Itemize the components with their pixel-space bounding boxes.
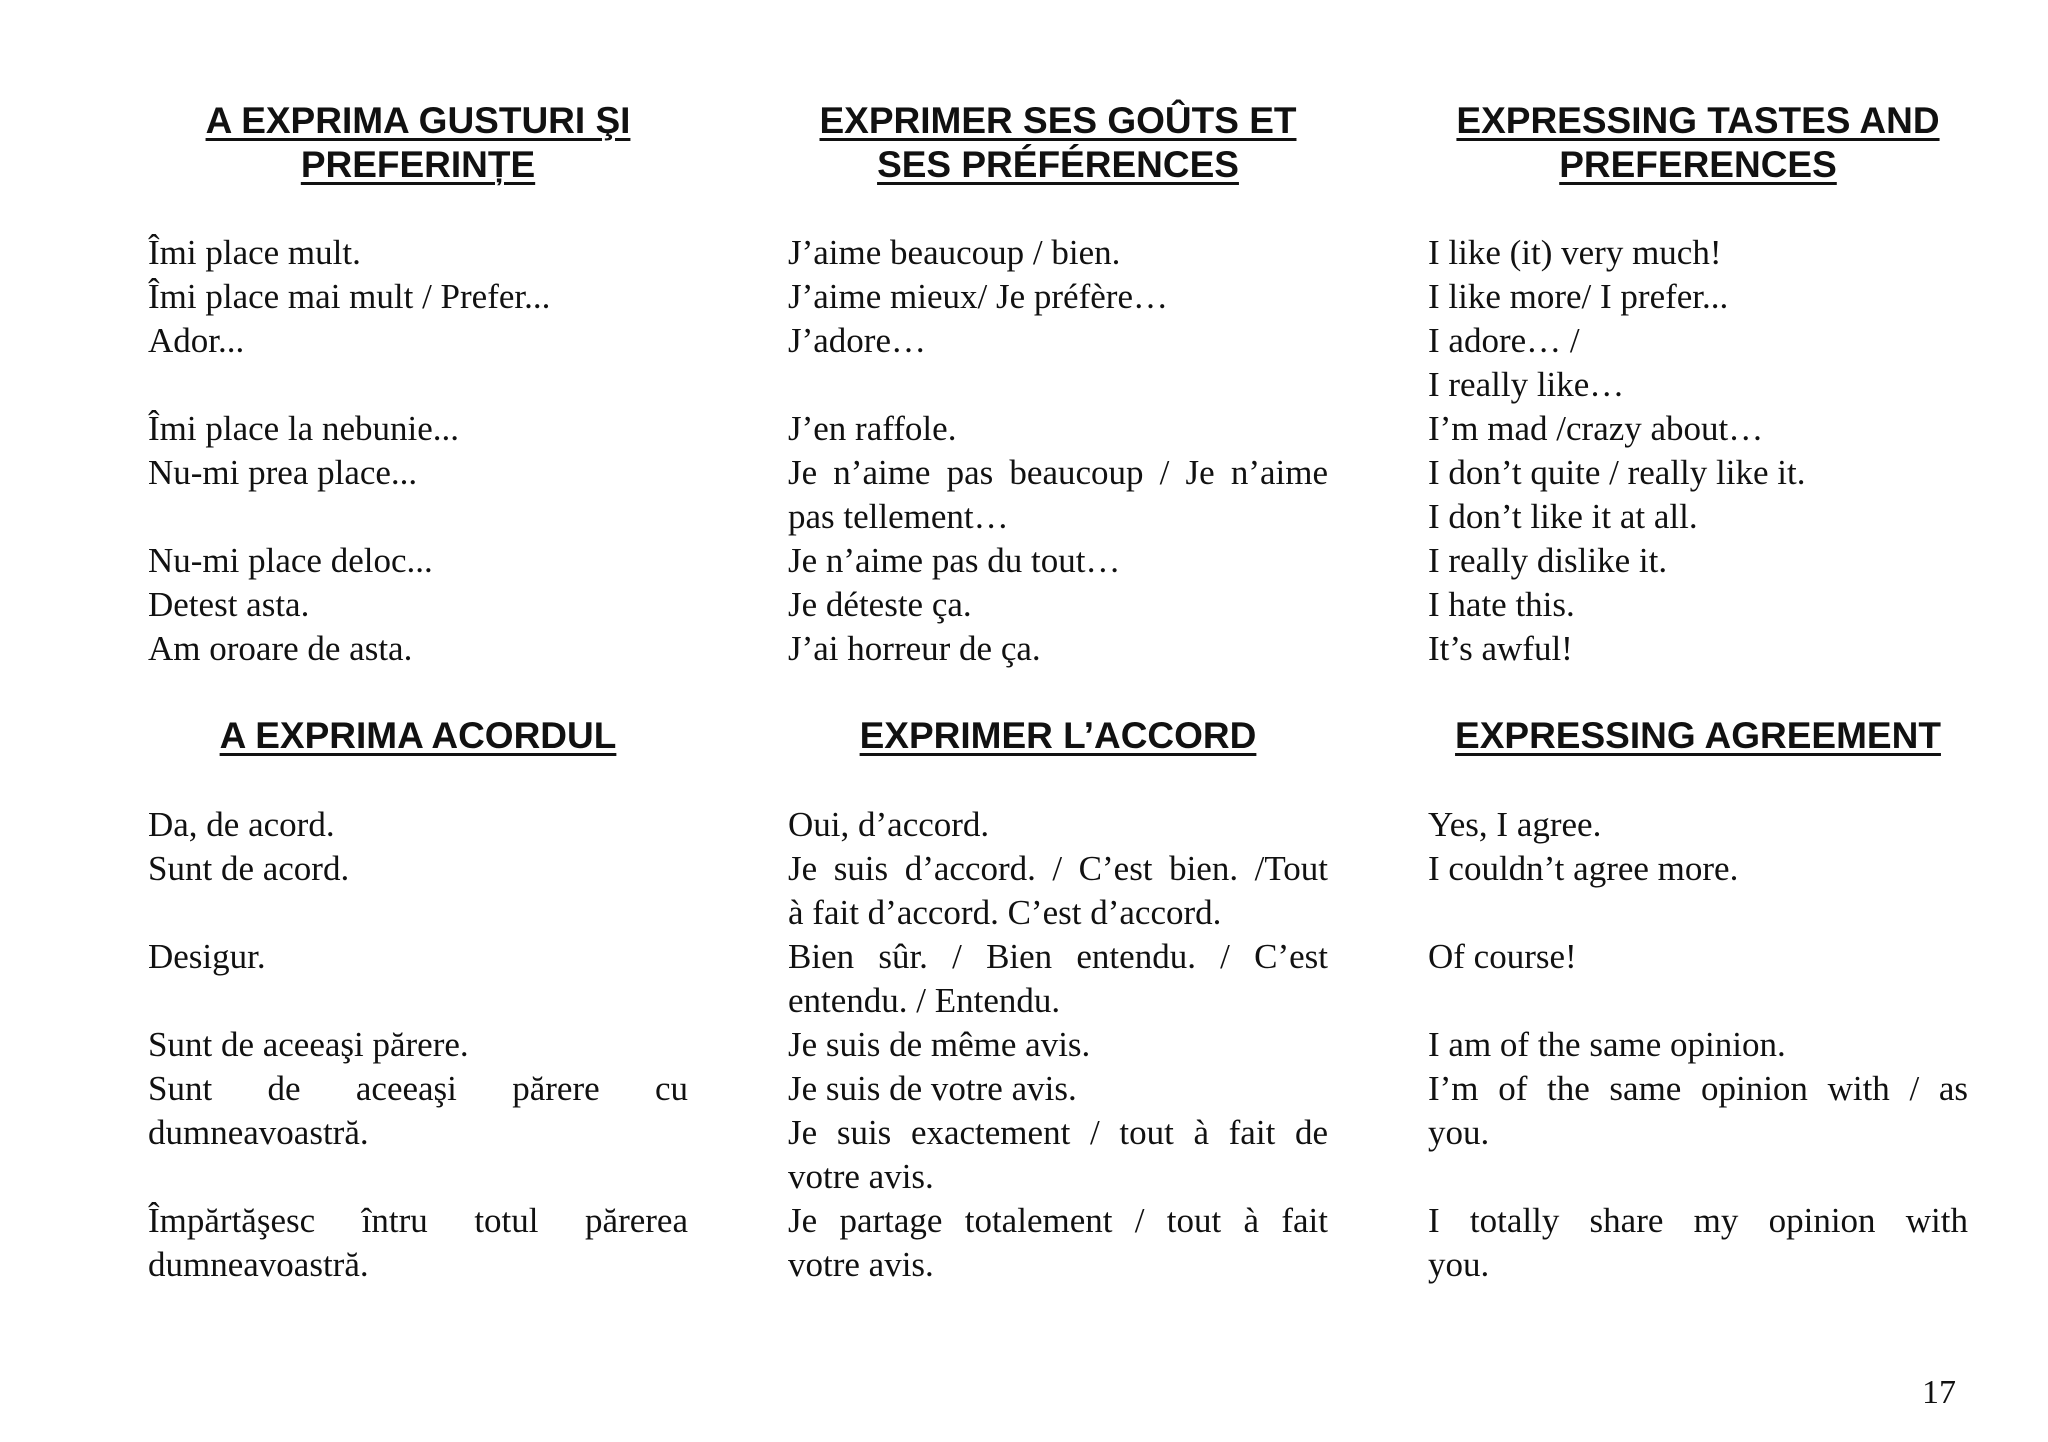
phrase-line: Desigur. [148, 937, 266, 976]
phrase-line: I hate this. [1428, 585, 1575, 624]
phrase-line: Nu-mi place deloc... [148, 541, 433, 580]
phrase-line: Oui, d’accord. [788, 805, 990, 844]
phrase-line: J’aime beaucoup / bien. [788, 233, 1121, 272]
phrase-line: Îmi place mai mult / Prefer... [148, 277, 551, 316]
phrase-line: you. [1428, 1245, 1490, 1284]
phrase-line: Da, de acord. [148, 805, 335, 844]
phrase-line: dumneavoastră. [148, 1113, 369, 1152]
phrase-line: J’adore… [788, 321, 927, 360]
phrase-line: dumneavoastră. [148, 1245, 369, 1284]
phrase-line: Je partage totalement / tout à fait [788, 1201, 1328, 1240]
section-heading-tastes: EXPRIMER SES GOÛTS ET SES PRÉFÉRENCES [819, 100, 1297, 185]
phrase-line: Detest asta. [148, 585, 310, 624]
phrase-line: I like more/ I prefer... [1428, 277, 1729, 316]
phrase-line: It’s awful! [1428, 629, 1573, 668]
phrase-line: Îmi place mult. [148, 233, 361, 272]
phrase-line: Je suis de votre avis. [788, 1069, 1077, 1108]
phrase-line: Je n’aime pas du tout… [788, 541, 1121, 580]
phrase-line: I am of the same opinion. [1428, 1025, 1786, 1064]
phrase-line: J’en raffole. [788, 409, 957, 448]
phrase-line: Ador... [148, 321, 245, 360]
phrase-line: Je n’aime pas beaucoup / Je n’aime [788, 453, 1328, 492]
phrase-line: Je suis de même avis. [788, 1025, 1091, 1064]
phrase-line: I adore… / [1428, 321, 1580, 360]
phrase-line: Sunt de aceeaşi părere. [148, 1025, 469, 1064]
phrase-line: Sunt de acord. [148, 849, 350, 888]
phrase-line: Of course! [1428, 937, 1577, 976]
phrase-line: votre avis. [788, 1157, 934, 1196]
phrase-line: Yes, I agree. [1428, 805, 1602, 844]
phrase-line: pas tellement… [788, 497, 1009, 536]
phrase-line: I’m of the same opinion with / as [1428, 1069, 1968, 1108]
phrase-line: J’aime mieux/ Je préfère… [788, 277, 1168, 316]
phrase-line: Nu-mi prea place... [148, 453, 418, 492]
section-heading-agreement: EXPRESSING AGREEMENT [1455, 715, 1941, 756]
phrase-line: I don’t quite / really like it. [1428, 453, 1806, 492]
phrase-line: I totally share my opinion with [1428, 1201, 1968, 1240]
phrase-line: Împărtăşesc întru totul părerea [148, 1201, 688, 1240]
section-heading-tastes: A EXPRIMA GUSTURI ŞI PREFERINȚE [205, 100, 631, 185]
phrase-line: Bien sûr. / Bien entendu. / C’est [788, 937, 1328, 976]
phrase-line: Sunt de aceeaşi părere cu [148, 1069, 688, 1108]
phrase-line: à fait d’accord. C’est d’accord. [788, 893, 1222, 932]
phrase-line: votre avis. [788, 1245, 934, 1284]
phrase-line: Je suis d’accord. / C’est bien. /Tout [788, 849, 1328, 888]
page-number: 17 [1922, 1374, 1956, 1411]
phrase-line: I like (it) very much! [1428, 233, 1722, 272]
phrase-line: Am oroare de asta. [148, 629, 413, 668]
phrase-line: I really like… [1428, 365, 1625, 404]
phrase-line: J’ai horreur de ça. [788, 629, 1041, 668]
section-heading-tastes: EXPRESSING TASTES AND PREFERENCES [1456, 100, 1940, 185]
phrase-line: Îmi place la nebunie... [148, 409, 459, 448]
phrase-line: you. [1428, 1113, 1490, 1152]
phrase-line: I couldn’t agree more. [1428, 849, 1739, 888]
phrase-line: I’m mad /crazy about… [1428, 409, 1764, 448]
phrase-line: Je déteste ça. [788, 585, 972, 624]
section-heading-agreement: A EXPRIMA ACORDUL [219, 715, 617, 756]
section-heading-agreement: EXPRIMER L’ACCORD [859, 715, 1257, 756]
phrase-line: I don’t like it at all. [1428, 497, 1698, 536]
phrase-line: Je suis exactement / tout à fait de [788, 1113, 1328, 1152]
phrase-line: entendu. / Entendu. [788, 981, 1061, 1020]
phrase-line: I really dislike it. [1428, 541, 1668, 580]
